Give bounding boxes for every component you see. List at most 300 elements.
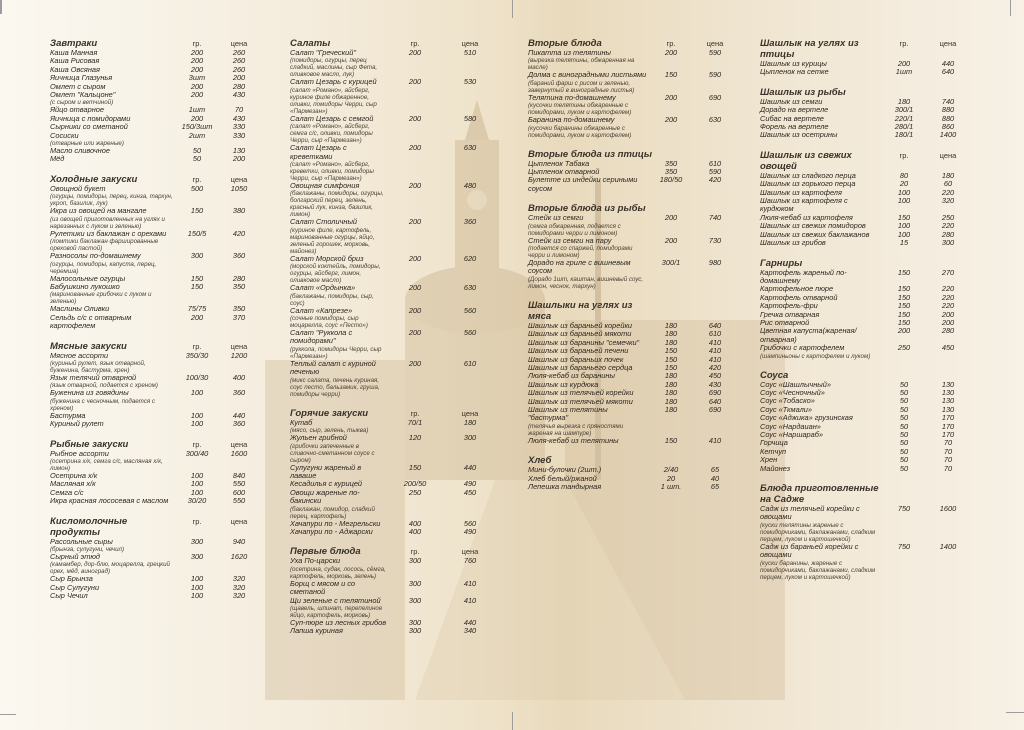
item-name: Стейк из семги на пару xyxy=(528,235,612,245)
item-name: Яичница с помидорами xyxy=(50,113,131,123)
price-header: цена xyxy=(939,150,957,160)
menu-item xyxy=(50,252,260,274)
item-price: 490 xyxy=(463,479,477,489)
item-cell xyxy=(50,155,176,163)
item-price: 580 xyxy=(463,113,477,123)
item-price: 200 xyxy=(941,309,955,319)
item-price: 320 xyxy=(232,591,246,601)
item-name: Бастурма xyxy=(50,410,86,420)
item-price: 560 xyxy=(463,305,477,315)
item-cell xyxy=(50,91,176,106)
item-cell xyxy=(50,352,176,374)
item-description: (отварные или жареные) xyxy=(50,140,124,148)
item-weight: 150 xyxy=(897,267,911,277)
item-cell xyxy=(290,360,390,398)
item-name: Шашлык из бараньей печени xyxy=(528,346,629,356)
section-gap xyxy=(760,248,974,258)
item-price: 130 xyxy=(941,387,955,397)
item-name: Сыр Сулугуни xyxy=(50,582,100,592)
item-cell xyxy=(760,465,886,473)
item-weight: 200 xyxy=(190,81,204,91)
item-description: (Дорадо 1шт, каштан, вишневый соус, лимон, чеснок, тархун) xyxy=(528,275,644,290)
item-cell xyxy=(50,553,176,575)
item-name: Соус «Аджика» грузинская xyxy=(760,413,853,423)
item-weight: 1шт xyxy=(188,105,206,115)
item-weight: 300 xyxy=(408,617,422,627)
section-title: Хлеб xyxy=(528,455,552,467)
item-cell xyxy=(290,580,390,597)
item-price: 360 xyxy=(232,419,246,429)
item-description: (бараний фарш с рисом и зеленью, завернутый в виноградные листья) xyxy=(528,79,635,94)
item-price: 330 xyxy=(232,130,246,140)
item-weight: 250 xyxy=(408,487,422,497)
item-cell xyxy=(290,255,390,284)
item-weight: 200 xyxy=(897,59,911,68)
item-weight: 350 xyxy=(664,167,678,177)
section-title: Шашлык из свежих овощей xyxy=(760,149,852,172)
section-title: Салаты xyxy=(290,38,331,49)
item-cell xyxy=(50,283,176,305)
item-cell xyxy=(290,329,390,360)
item-description: (вырезка телятины, обжаренная на масле) xyxy=(528,57,635,72)
menu-item xyxy=(50,352,260,374)
item-weight: 50 xyxy=(899,379,909,389)
item-cell xyxy=(50,538,176,553)
price-header: цена xyxy=(230,174,248,184)
item-name: Кесадилья с курицей xyxy=(290,479,363,489)
menu-section xyxy=(528,455,740,501)
item-name: Шашлык из осетрины xyxy=(760,130,838,140)
section-gap xyxy=(760,473,974,483)
item-weight: 200 xyxy=(190,64,204,74)
item-description: (щавель, шпинат, перепелиное яйцо, картофель, морковь) xyxy=(290,604,383,619)
item-name: Гречка отварная xyxy=(760,309,820,319)
item-price: 40 xyxy=(710,473,720,483)
menu-item xyxy=(50,147,260,155)
item-price: 590 xyxy=(708,167,722,177)
item-name: Овощи жареные по-бакински xyxy=(290,487,360,506)
menu-item xyxy=(528,214,740,236)
item-description: (куски баранины, жареные с помидорчиками, баклажанами, сладким перцем, луком и картошечкой) xyxy=(760,559,876,581)
item-description: (осетрина х/к, семга с/с, масляная х/к, лимон) xyxy=(50,457,163,472)
item-price: 430 xyxy=(232,90,246,100)
item-weight: 3шт xyxy=(188,73,206,83)
column-3 xyxy=(528,38,740,501)
item-name: Соус «Шашлычный» xyxy=(760,379,831,389)
section-gap xyxy=(290,536,500,546)
item-price: 420 xyxy=(708,175,722,185)
item-weight: 200 xyxy=(664,48,678,57)
menu-item xyxy=(290,78,500,114)
item-weight: 200 xyxy=(408,283,422,293)
menu-section xyxy=(760,258,974,370)
item-name: Салат «Ордынка» xyxy=(290,283,356,293)
item-price: 260 xyxy=(232,48,246,57)
item-price: 880 xyxy=(941,113,955,123)
item-cell xyxy=(528,94,652,116)
item-weight: 50 xyxy=(899,446,909,456)
item-name: Язык телячий отварной xyxy=(50,372,137,382)
item-description: (телячья вырезка с пряностями жареная на шампуре) xyxy=(528,422,624,437)
menu-item xyxy=(528,94,740,116)
item-weight: 20 xyxy=(899,179,909,189)
item-weight: 200 xyxy=(408,305,422,315)
item-weight: 150 xyxy=(190,273,204,283)
section-title: Первые блюда xyxy=(290,546,361,558)
item-weight: 200 xyxy=(664,115,678,125)
item-price: 70 xyxy=(234,105,244,115)
item-cell xyxy=(50,497,176,505)
section-header xyxy=(760,150,974,172)
menu-section xyxy=(290,408,500,547)
item-description: (помидоры, огурцы, перец сладкий, маслины, сыр Фета, оливковое масло, лук) xyxy=(290,57,378,79)
item-description: (сочные помидоры, сыр моцарелла, соус «Песто») xyxy=(290,315,368,330)
item-price: 280 xyxy=(232,81,246,91)
item-description: (шампиньоны с картофелем и луком) xyxy=(760,352,871,360)
menu-section xyxy=(760,483,974,591)
item-weight: 50 xyxy=(899,404,909,414)
section-title: Вторые блюда из рыбы xyxy=(528,203,646,215)
item-name: Булетте из индейки сериными соусом xyxy=(528,175,638,193)
item-weight: 300/1 xyxy=(661,258,681,268)
item-weight: 180 xyxy=(664,404,678,414)
section-header xyxy=(528,300,740,322)
price-header: цена xyxy=(230,516,248,526)
item-price: 410 xyxy=(708,346,722,356)
item-cell xyxy=(50,147,176,155)
item-name: Салат Цезарь с курицей xyxy=(290,77,377,87)
item-price: 130 xyxy=(941,404,955,414)
section-gap xyxy=(50,506,260,516)
menu-item xyxy=(760,543,974,581)
weight-header: гр. xyxy=(899,150,909,160)
price-header: цена xyxy=(230,39,248,48)
menu-item xyxy=(760,327,974,344)
item-name: Салат Столичный xyxy=(290,217,358,227)
item-cell xyxy=(290,528,390,536)
item-price: 1620 xyxy=(230,552,248,561)
menu-item xyxy=(50,230,260,252)
item-weight: 250 xyxy=(897,343,911,353)
item-cell xyxy=(50,132,176,147)
item-weight: 150 xyxy=(190,206,204,216)
item-cell xyxy=(528,49,652,71)
item-weight: 180 xyxy=(664,379,678,389)
weight-header: гр. xyxy=(899,39,909,48)
item-weight: 180/50 xyxy=(659,175,683,185)
item-description: (осетрина, судак, лосось, сёмга, картофель, морковь, зелень) xyxy=(290,565,386,580)
item-price: 320 xyxy=(232,574,246,584)
item-weight: 150 xyxy=(897,309,911,319)
menu-item xyxy=(290,528,500,536)
item-weight: 150 xyxy=(190,281,204,291)
menu-item xyxy=(290,255,500,284)
item-cell xyxy=(290,434,390,463)
weight-header: гр. xyxy=(192,341,202,351)
column-2 xyxy=(290,38,500,646)
menu-item xyxy=(528,49,740,71)
item-name: Шашлык из сладкого перца xyxy=(760,170,856,180)
item-name: Салат "Греческий" xyxy=(290,48,356,57)
item-name: Люля-кебаб из баранины xyxy=(528,371,615,381)
item-weight: 1шт xyxy=(895,67,913,77)
menu-item xyxy=(528,437,740,445)
item-description: (брынза, сулугуни, чечил) xyxy=(50,546,125,553)
section-gap xyxy=(760,140,974,150)
item-weight: 100 xyxy=(190,582,204,592)
item-weight: 150 xyxy=(897,301,911,311)
item-weight: 50 xyxy=(899,421,909,431)
item-price: 740 xyxy=(941,96,955,106)
item-price: 740 xyxy=(708,213,722,223)
item-price: 280 xyxy=(941,326,955,336)
item-price: 550 xyxy=(232,479,246,489)
item-weight: 150 xyxy=(897,212,911,222)
menu-item xyxy=(50,283,260,305)
item-cell xyxy=(50,314,176,331)
item-name: Борщ с мясом и со сметаной xyxy=(290,578,356,597)
item-name: Кетчуп xyxy=(760,446,787,456)
section-title: Шашлыки на углях из мяса xyxy=(528,299,633,322)
item-weight: 50 xyxy=(899,387,909,397)
price-header: цена xyxy=(461,547,479,557)
item-price: 590 xyxy=(708,70,722,80)
item-price: 70 xyxy=(943,438,953,448)
item-cell xyxy=(290,557,390,579)
menu-section xyxy=(528,300,740,455)
item-cell xyxy=(50,450,176,472)
item-name: Рулетики из баклажан с орехами xyxy=(50,228,167,238)
item-price: 170 xyxy=(941,430,955,439)
item-price: 170 xyxy=(941,421,955,431)
item-price: 220 xyxy=(941,187,955,197)
menu-item xyxy=(290,489,500,520)
item-name: Кутаб xyxy=(290,417,313,427)
item-description: (с сыром и ветчиной) xyxy=(50,99,114,107)
item-cell xyxy=(760,68,886,76)
menu-item xyxy=(760,131,974,139)
section-title: Соуса xyxy=(760,369,789,381)
item-name: Шашлык из семги xyxy=(760,96,823,106)
section-gap xyxy=(760,360,974,370)
item-weight: 400 xyxy=(408,518,422,528)
item-cell xyxy=(760,448,886,456)
item-cell xyxy=(760,239,886,247)
item-price: 1600 xyxy=(230,448,248,458)
menu-item xyxy=(290,464,500,481)
item-weight: 180 xyxy=(664,329,678,339)
price-header: цена xyxy=(939,39,957,48)
section-header xyxy=(50,516,260,538)
item-name: Яйцо отварное xyxy=(50,105,105,115)
item-price: 690 xyxy=(708,404,722,414)
menu-item xyxy=(290,284,500,306)
menu-section xyxy=(50,174,260,341)
item-name: Сибас на вертеле xyxy=(760,113,824,123)
price-header: цена xyxy=(461,39,479,48)
item-price: 1600 xyxy=(939,504,957,514)
item-price: 560 xyxy=(463,518,477,528)
item-price: 560 xyxy=(463,328,477,338)
item-weight: 100 xyxy=(190,591,204,601)
item-cell xyxy=(290,144,390,182)
item-weight: 180 xyxy=(664,337,678,347)
item-name: Сосиски xyxy=(50,130,79,140)
item-weight: 300 xyxy=(408,556,422,566)
item-description: (из овощей приготовленных на углях и нарезанных с луком и зеленью) xyxy=(50,215,165,230)
item-price: 270 xyxy=(941,267,955,277)
item-price: 600 xyxy=(232,487,246,497)
item-name: Жульен грибной xyxy=(290,433,347,443)
menu-section xyxy=(290,546,500,645)
item-name: Шашлык из грибов xyxy=(760,238,826,248)
item-cell xyxy=(50,207,176,229)
item-weight: 50 xyxy=(899,455,909,465)
item-weight: 180 xyxy=(897,96,911,106)
menu-item xyxy=(50,314,260,331)
item-name: Семга с/с xyxy=(50,487,84,497)
item-cell xyxy=(50,389,176,411)
item-name: Шашлык из телячьей корейки xyxy=(528,388,634,398)
item-weight: 350/30 xyxy=(185,350,209,360)
item-weight: 300 xyxy=(408,578,422,588)
item-name: Салат "Руккола с помидорами" xyxy=(290,328,353,346)
item-description: (грибочки запеченные в сливочно-сметанном соусе с сыром) xyxy=(290,442,375,464)
item-price: 280 xyxy=(232,273,246,283)
item-name: Мясное ассорти xyxy=(50,350,109,360)
section-gap xyxy=(760,77,974,87)
menu-item xyxy=(760,465,974,473)
item-cell xyxy=(760,344,886,359)
item-weight: 100 xyxy=(897,196,911,206)
item-cell xyxy=(50,374,176,389)
item-weight: 180 xyxy=(664,371,678,381)
menu-item xyxy=(50,497,260,505)
item-price: 60 xyxy=(943,179,953,189)
item-weight: 200 xyxy=(408,181,422,191)
item-price: 130 xyxy=(941,396,955,406)
item-name: Картофель-фри xyxy=(760,301,818,311)
item-name: Маслины Оливки xyxy=(50,304,110,314)
item-cell xyxy=(290,49,390,78)
section-title: Кисломолочные продукты xyxy=(50,515,128,538)
item-name: Хрен xyxy=(760,455,778,465)
item-description: (салат «Романо», айсберг, семга с/с, оливки, помидоры Черри, сыр «Пармезан») xyxy=(290,123,373,145)
item-name: Шашлык из бараньей мякоти xyxy=(528,329,632,339)
item-name: Шашлык из баранины "семечки" xyxy=(528,337,640,347)
item-weight: 100 xyxy=(190,388,204,398)
menu-item xyxy=(290,580,500,597)
item-weight: 200 xyxy=(664,92,678,102)
item-description: (куриный рулет, язык отварной, буженина, бастурма, хрен) xyxy=(50,359,146,374)
item-weight: 50 xyxy=(192,154,202,164)
section-gap xyxy=(528,491,740,501)
item-name: Салат «Капрезе» xyxy=(290,305,353,315)
item-price: 420 xyxy=(708,362,722,372)
item-name: Соус «Тобаско» xyxy=(760,396,815,406)
item-cell xyxy=(528,176,652,193)
column-4 xyxy=(760,38,974,591)
item-cell xyxy=(290,284,390,306)
section-title: Гарниры xyxy=(760,257,803,269)
item-weight: 200 xyxy=(190,90,204,100)
section-gap xyxy=(50,164,260,174)
item-weight: 100 xyxy=(190,479,204,489)
item-weight: 300/1 xyxy=(894,105,914,115)
item-price: 610 xyxy=(463,358,477,368)
item-price: 590 xyxy=(708,48,722,57)
item-price: 350 xyxy=(232,281,246,291)
item-name: Куриный рулет xyxy=(50,419,104,429)
menu-section xyxy=(528,149,740,204)
item-price: 1200 xyxy=(230,350,248,360)
item-price: 440 xyxy=(941,59,955,68)
item-cell xyxy=(528,237,652,259)
menu-item xyxy=(528,237,740,259)
menu-item xyxy=(50,207,260,229)
menu-section xyxy=(50,38,260,174)
item-weight: 100 xyxy=(897,187,911,197)
item-weight: 100 xyxy=(190,487,204,497)
item-weight: 500 xyxy=(190,183,204,193)
item-cell xyxy=(50,592,176,600)
menu-item xyxy=(528,259,740,290)
item-weight: 300 xyxy=(190,552,204,561)
item-weight: 300 xyxy=(408,595,422,605)
item-name: Шашлык из бараньих почек xyxy=(528,354,624,364)
item-cell xyxy=(290,419,390,434)
item-name: Хачапури по - Мегрельски xyxy=(290,518,381,528)
menu-item xyxy=(290,419,500,434)
item-price: 360 xyxy=(463,217,477,227)
item-price: 690 xyxy=(708,92,722,102)
item-price: 450 xyxy=(708,371,722,381)
section-gap xyxy=(528,193,740,203)
item-weight: 50 xyxy=(899,396,909,406)
item-name: Шашлык из телятины "бастурма" xyxy=(528,404,608,423)
item-weight: 100 xyxy=(190,410,204,420)
section-gap xyxy=(290,636,500,646)
item-weight: 200 xyxy=(408,77,422,87)
item-weight: 200 xyxy=(408,143,422,153)
item-description: (буженина с чесночным, подается с хреном) xyxy=(50,397,155,412)
item-name: Омлет с сыром xyxy=(50,81,106,91)
item-name: Салат Цезарь с креветками xyxy=(290,143,347,161)
item-price: 640 xyxy=(941,67,955,77)
item-weight: 150 xyxy=(664,346,678,356)
menu-section xyxy=(50,516,260,611)
item-name: Уха По-царски xyxy=(290,556,341,566)
item-weight: 350 xyxy=(664,158,678,168)
item-price: 510 xyxy=(463,48,477,57)
item-weight: 200 xyxy=(897,326,911,336)
item-name: Сельдь с/с с отварным картофелем xyxy=(50,312,132,331)
item-name: Цыпленок на сетке xyxy=(760,67,829,77)
menu-section xyxy=(50,341,260,439)
item-weight: 2шт xyxy=(188,130,206,140)
item-name: Шашлык из курицы xyxy=(760,59,827,68)
item-name: Пикатта из телятины xyxy=(528,48,611,57)
item-name: Цыпленок отварной xyxy=(528,167,600,177)
item-price: 450 xyxy=(463,487,477,497)
item-name: Хлеб белый/ржаной xyxy=(528,473,597,483)
item-price: 420 xyxy=(232,228,246,238)
item-price: 410 xyxy=(708,435,722,445)
item-price: 860 xyxy=(941,122,955,132)
section-header xyxy=(760,38,974,60)
item-price: 380 xyxy=(232,206,246,216)
menu-item xyxy=(528,116,740,138)
